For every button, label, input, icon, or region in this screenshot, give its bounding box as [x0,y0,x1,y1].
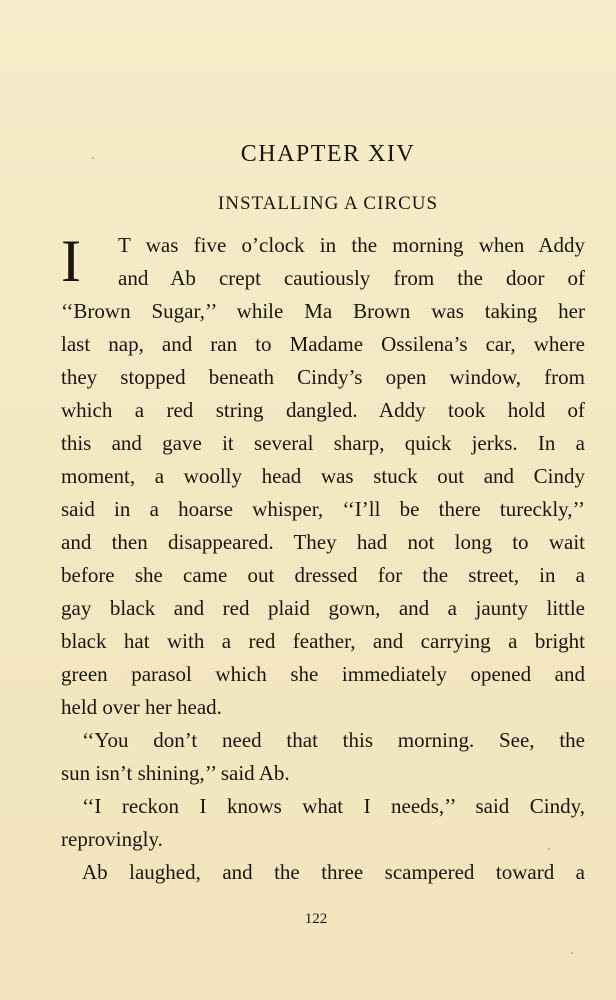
text-line: reprovingly. [61,827,163,851]
text-line: ‘‘I reckon I knows what I needs,’’ said Cindy, [82,794,585,818]
chapter-subtitle: INSTALLING A CIRCUS [217,193,439,214]
text-line: they stopped beneath Cindy’s open window, from [61,365,585,389]
text-line: ‘‘You don’t need that this morning. See, the [82,728,585,752]
text-line-content: T was five o’clock in the morning when Addy [118,233,585,257]
text-line: last nap, and ran to Madame Ossilena’s car, where [61,332,585,356]
text-line: gay black and red plaid gown, and a jaunty little [61,596,585,620]
page-number: 122 [304,911,328,927]
text-line: moment, a woolly head was stuck out and Cindy [61,464,585,488]
text-line: sun isn’t shining,’’ said Ab. [61,761,290,785]
paper-speck [92,157,94,159]
text-line: said in a hoarse whisper, ‘‘I’ll be there tureckly,’’ [61,497,585,521]
text-line: before she came out dressed for the street, in a [61,563,585,587]
text-line: which a red string dangled. Addy took hold of [61,398,585,422]
text-line: Ab laughed, and the three scampered toward a [82,860,585,884]
paper-speck [571,952,573,954]
chapter-title: CHAPTER XIV [240,141,416,167]
text-line: green parasol which she immediately opened and [61,662,585,686]
text-line: and Ab crept cautiously from the door of [118,266,585,290]
paper-speck [548,848,550,850]
drop-cap: I [61,228,81,294]
text-line: held over her head. [61,695,222,719]
text-line: black hat with a red feather, and carrying a bright [61,629,585,653]
body-text [61,229,585,889]
text-line: ‘‘Brown Sugar,’’ while Ma Brown was taking her [61,299,585,323]
text-line: this and gave it several sharp, quick jerks. In a [61,431,585,455]
text-line: and then disappeared. They had not long to wait [61,530,585,554]
